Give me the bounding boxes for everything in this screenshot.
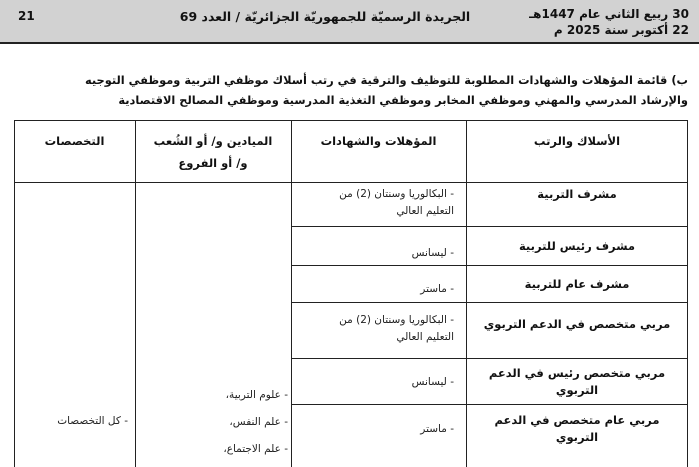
section-heading-line-1: ب) قائمة المؤهلات والشهادات المطلوبة للتوظيف والترقية في رتب أسلاك موظفي التربية وموظفي التوجيه xyxy=(84,73,688,87)
rank-cell xyxy=(466,412,688,446)
header-date-hijri: 30 ربيع الثاني عام 1447هـ xyxy=(529,7,689,21)
qualification-cell xyxy=(293,374,454,391)
header-fields xyxy=(135,130,291,174)
rank-label: مربي متخصص في الدعم التربوي xyxy=(483,317,671,331)
qualification-line: - ليسانس xyxy=(411,247,454,259)
qualification-line: - ليسانس xyxy=(411,376,454,388)
qualification-line: - البكالوريا وسنتان (2) من xyxy=(339,188,454,200)
row-divider xyxy=(291,302,688,303)
rank-label: التربوي xyxy=(555,383,599,397)
qualification-cell xyxy=(293,421,454,438)
field-item: - علوم التربية، xyxy=(225,389,288,401)
header-row-divider xyxy=(14,182,688,183)
column-divider xyxy=(291,120,292,467)
header-corps: الأسلاك والرتب xyxy=(533,134,621,148)
header-qualifications: المؤهلات والشهادات xyxy=(320,134,437,148)
rank-label: مربي عام متخصص في الدعم xyxy=(494,413,660,427)
rank-cell xyxy=(466,238,688,255)
header-fields-line-2: و/ أو الفروع xyxy=(178,156,248,170)
rank-cell xyxy=(466,316,688,333)
specialty-cell: - كل التخصصات xyxy=(57,415,128,427)
rank-cell xyxy=(466,365,688,399)
qualification-cell xyxy=(293,186,454,220)
rank-cell xyxy=(466,186,688,203)
qualification-cell xyxy=(293,245,454,262)
rank-label: التربوي xyxy=(555,430,599,444)
row-divider xyxy=(291,226,688,227)
row-divider xyxy=(291,358,688,359)
header-specialties: التخصصات xyxy=(44,134,105,148)
header-date xyxy=(529,6,689,38)
rank-cell xyxy=(466,276,688,293)
rank-label: مربي متخصص رئيس في الدعم xyxy=(488,366,666,380)
rank-label: مشرف رئيس للتربية xyxy=(518,239,636,253)
qualification-line: - ماستر xyxy=(420,283,454,295)
page-header xyxy=(0,0,699,44)
rank-label: مشرف التربية xyxy=(537,187,617,201)
row-divider xyxy=(291,265,688,266)
section-heading-line-2: والإرشاد المدرسي والمهني وموظفي المخابر وموظفي التغذية المدرسية وموظفي المصالح الاقتصادية xyxy=(118,93,688,107)
fields-cell xyxy=(150,382,288,463)
qualification-line: - البكالوريا وسنتان (2) من xyxy=(339,314,454,326)
qualification-cell xyxy=(293,281,454,298)
header-fields-line-1: الميادين و/ أو الشُعب xyxy=(153,134,273,148)
qualification-line: التعليم العالي xyxy=(396,331,454,343)
qualification-line: - ماستر xyxy=(420,423,454,435)
field-item: - علم النفس، xyxy=(229,416,288,428)
rank-label: مشرف عام للتربية xyxy=(524,277,630,291)
page-number: 21 xyxy=(18,9,35,23)
row-divider xyxy=(291,404,688,405)
field-item: - علم الاجتماع، xyxy=(223,443,288,455)
qualification-cell xyxy=(293,312,454,346)
qualification-line: التعليم العالي xyxy=(396,205,454,217)
section-heading xyxy=(14,70,688,110)
header-title: الجريدة الرسميّة للجمهوريّة الجزائريّة / العدد 69 xyxy=(179,9,471,24)
header-date-gregorian: 22 أكتوبر سنة 2025 م xyxy=(553,23,689,37)
